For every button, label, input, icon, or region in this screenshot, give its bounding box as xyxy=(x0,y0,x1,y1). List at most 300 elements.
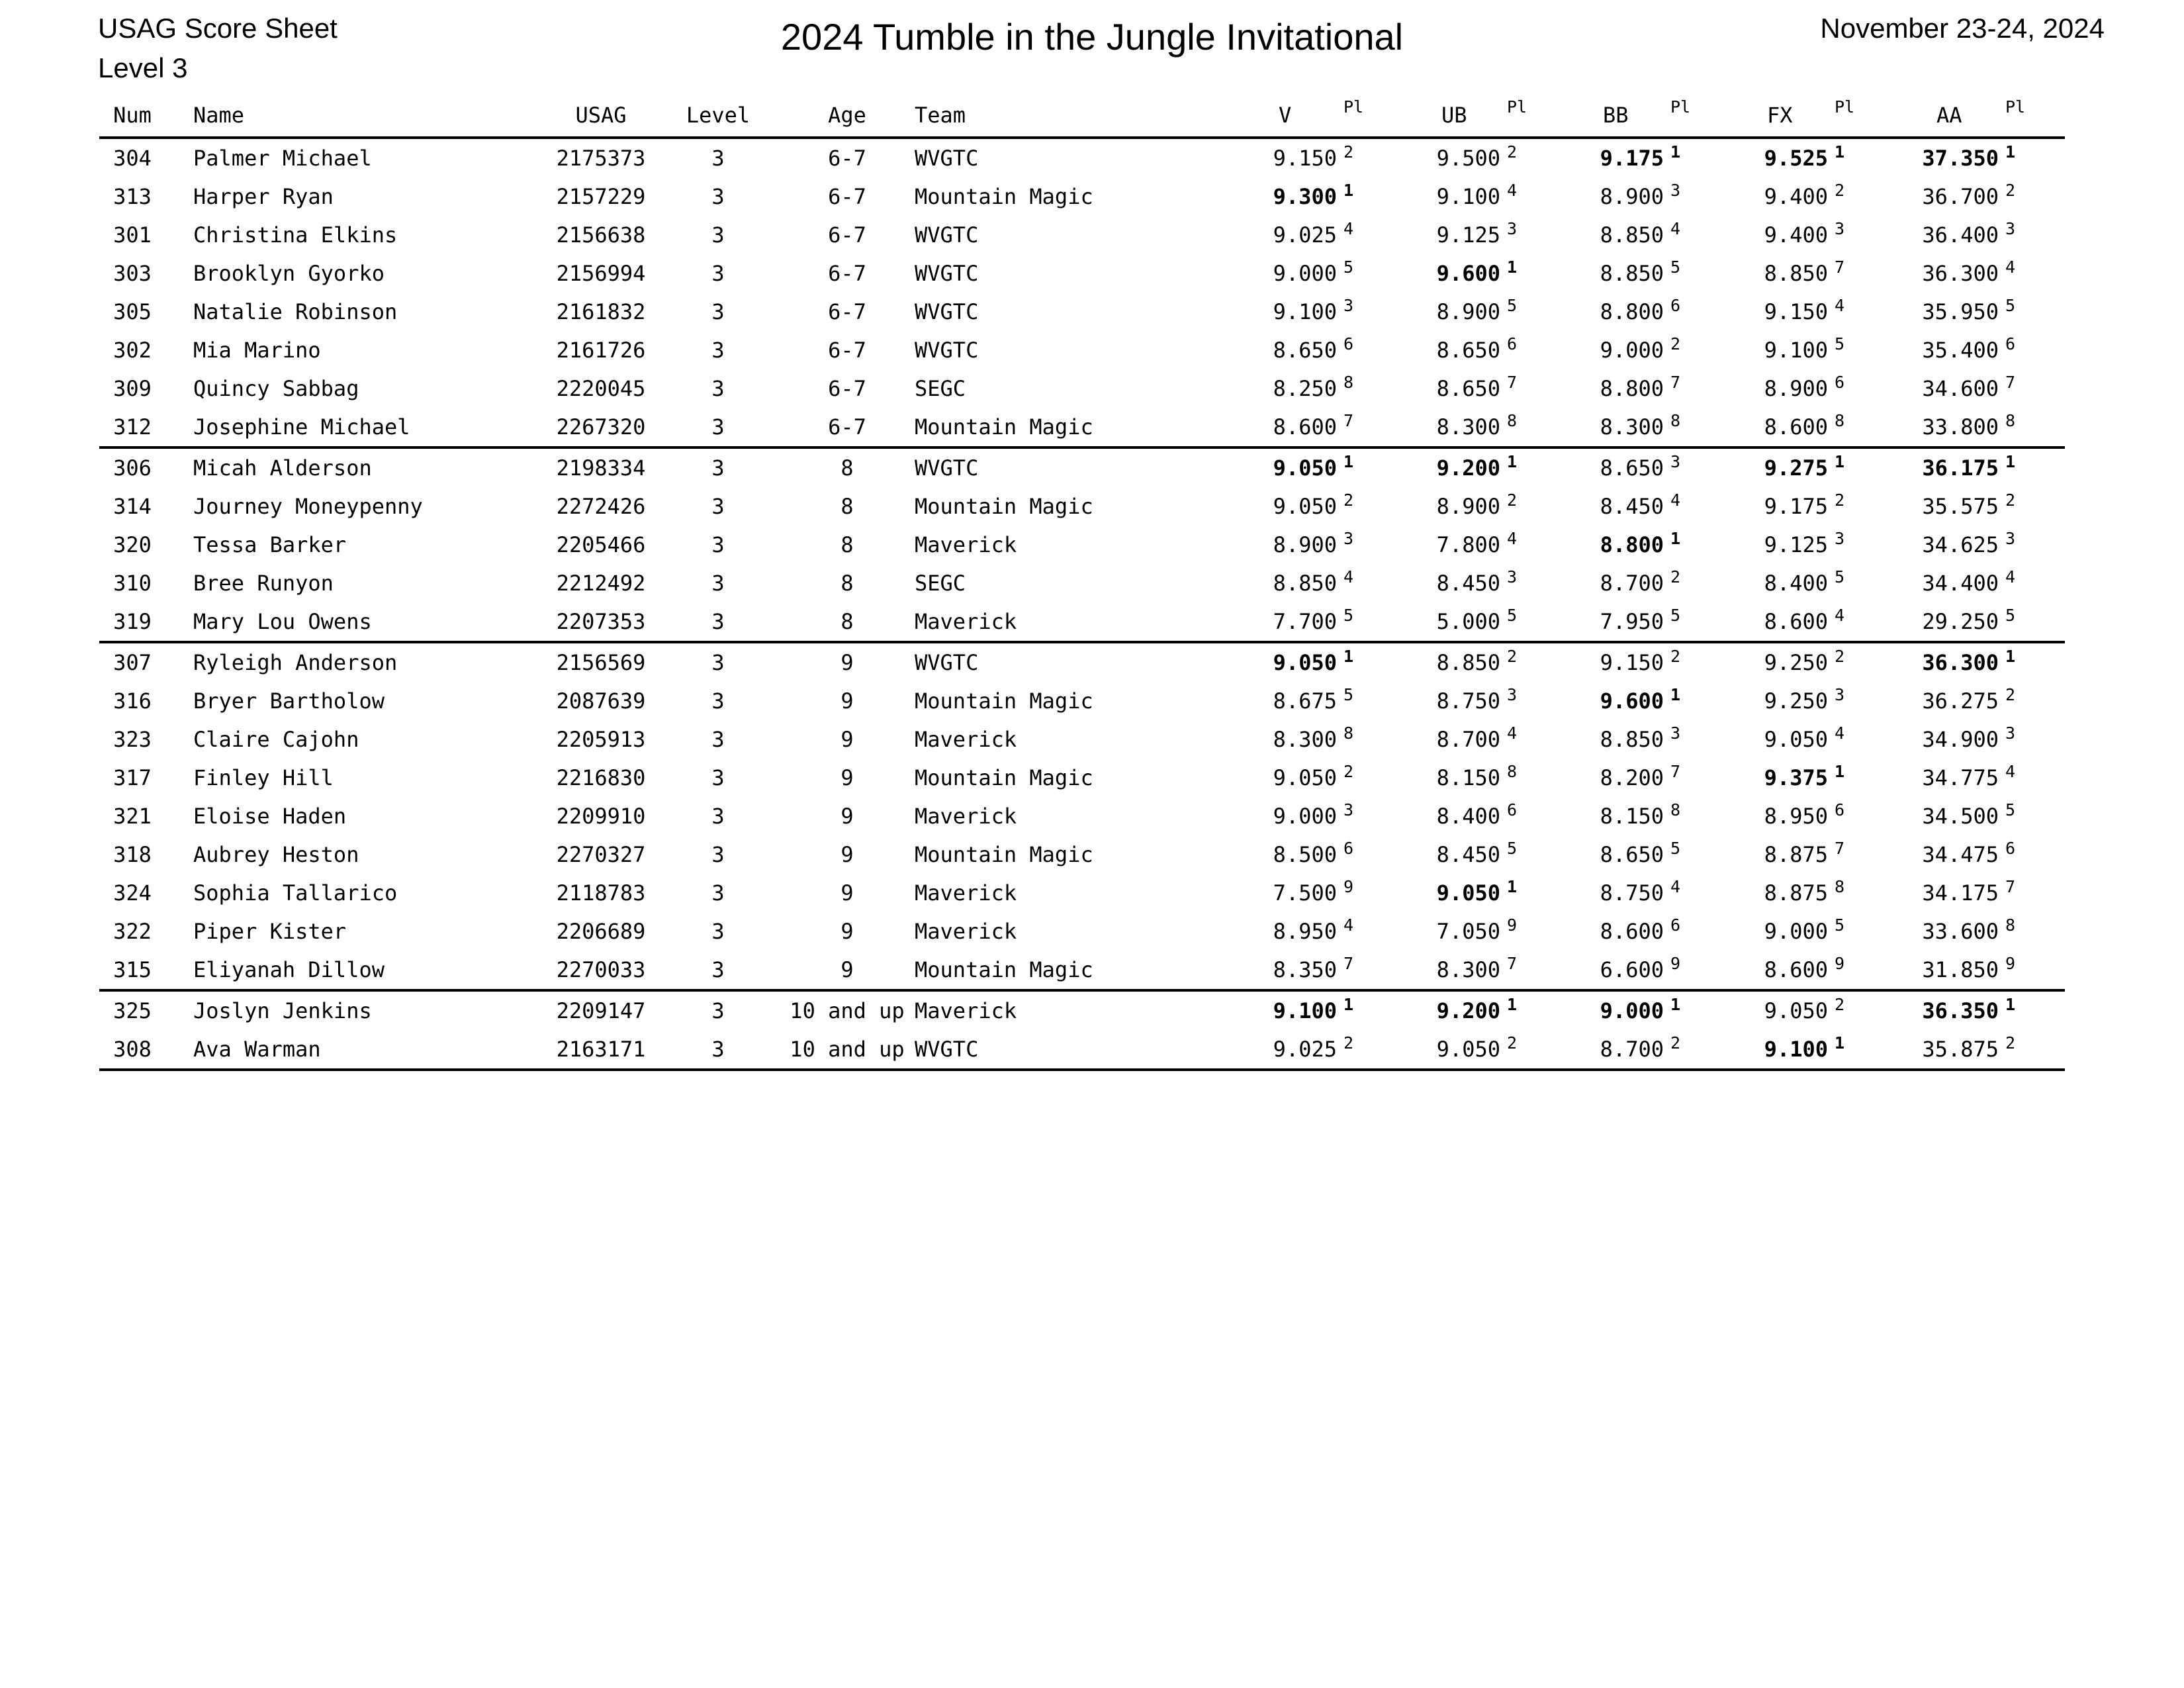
vault-score: 8.850 xyxy=(1273,571,1337,596)
usag-number: 2205913 xyxy=(556,727,646,752)
bars-score: 9.200 xyxy=(1436,455,1500,481)
allaround-score: 36.700 xyxy=(1922,184,1999,209)
vault-score: 9.100 xyxy=(1273,299,1337,324)
athlete-level: 3 xyxy=(711,146,725,171)
athlete-name: Eloise Haden xyxy=(193,804,347,829)
bars-score: 5.000 xyxy=(1436,609,1500,634)
floor-place: 3 xyxy=(1835,219,1845,238)
athlete-number: 308 xyxy=(113,1037,152,1062)
age-group: 9 xyxy=(841,880,854,906)
beam-score: 8.800 xyxy=(1600,376,1664,401)
vault-score: 8.675 xyxy=(1273,688,1337,714)
age-group: 6-7 xyxy=(828,376,866,401)
floor-score: 8.950 xyxy=(1764,804,1828,829)
athlete-number: 313 xyxy=(113,184,152,209)
table-row xyxy=(99,602,2065,643)
team-name: WVGTC xyxy=(915,650,979,675)
beam-place: 1 xyxy=(1670,529,1681,548)
floor-score: 8.600 xyxy=(1764,414,1828,440)
floor-place: 5 xyxy=(1835,567,1845,586)
athlete-level: 3 xyxy=(711,414,725,440)
floor-score: 9.100 xyxy=(1764,1037,1828,1062)
age-group: 9 xyxy=(841,727,854,752)
age-group: 10 and up xyxy=(790,998,905,1023)
bars-score: 8.650 xyxy=(1436,376,1500,401)
table-row xyxy=(99,254,2065,293)
usag-number: 2157229 xyxy=(556,184,646,209)
floor-score: 9.100 xyxy=(1764,338,1828,363)
allaround-place: 4 xyxy=(2005,258,2016,277)
bars-place: 5 xyxy=(1507,839,1518,858)
beam-score: 9.000 xyxy=(1600,338,1664,363)
vault-place: 3 xyxy=(1343,800,1354,820)
bars-score: 9.200 xyxy=(1436,998,1500,1023)
table-row xyxy=(99,216,2065,254)
table-row xyxy=(99,874,2065,912)
athlete-number: 305 xyxy=(113,299,152,324)
vault-place: 3 xyxy=(1343,296,1354,315)
athlete-number: 307 xyxy=(113,650,152,675)
athlete-name: Aubrey Heston xyxy=(193,842,359,867)
vault-score: 9.025 xyxy=(1273,222,1337,248)
team-name: Mountain Magic xyxy=(915,184,1093,209)
athlete-level: 3 xyxy=(711,494,725,519)
meet-date: November 23-24, 2024 xyxy=(1820,13,2105,44)
beam-place: 2 xyxy=(1670,647,1681,666)
vault-place: 4 xyxy=(1343,567,1354,586)
team-name: SEGC xyxy=(915,571,966,596)
beam-place: 4 xyxy=(1670,491,1681,510)
beam-score: 8.750 xyxy=(1600,880,1664,906)
athlete-level: 3 xyxy=(711,688,725,714)
vault-place: 8 xyxy=(1343,724,1354,743)
allaround-score: 33.800 xyxy=(1922,414,1999,440)
allaround-score: 36.350 xyxy=(1922,998,1999,1023)
bars-score: 8.900 xyxy=(1436,299,1500,324)
bars-place: 9 xyxy=(1507,915,1518,935)
allaround-score: 35.950 xyxy=(1922,299,1999,324)
age-group: 9 xyxy=(841,650,854,675)
beam-score: 8.650 xyxy=(1600,455,1664,481)
vault-place: 2 xyxy=(1343,491,1354,510)
team-name: Mountain Magic xyxy=(915,765,1093,790)
age-group: 6-7 xyxy=(828,261,866,286)
allaround-place: 2 xyxy=(2005,181,2016,200)
bars-score: 8.300 xyxy=(1436,414,1500,440)
team-name: Maverick xyxy=(915,880,1017,906)
allaround-score: 36.175 xyxy=(1922,455,1999,481)
beam-score: 9.175 xyxy=(1600,146,1664,171)
table-row xyxy=(99,487,2065,526)
allaround-score: 34.500 xyxy=(1922,804,1999,829)
allaround-score: 34.775 xyxy=(1922,765,1999,790)
beam-score: 9.000 xyxy=(1600,998,1664,1023)
usag-number: 2216830 xyxy=(556,765,646,790)
bars-place: 7 xyxy=(1507,373,1518,392)
athlete-name: Quincy Sabbag xyxy=(193,376,359,401)
athlete-number: 312 xyxy=(113,414,152,440)
bars-score: 8.900 xyxy=(1436,494,1500,519)
usag-number: 2209147 xyxy=(556,998,646,1023)
athlete-number: 310 xyxy=(113,571,152,596)
athlete-number: 301 xyxy=(113,222,152,248)
beam-place: 4 xyxy=(1670,877,1681,896)
age-group: 8 xyxy=(841,455,854,481)
allaround-place: 9 xyxy=(2005,954,2016,973)
beam-place: 6 xyxy=(1670,296,1681,315)
athlete-level: 3 xyxy=(711,880,725,906)
team-name: WVGTC xyxy=(915,261,979,286)
bars-place: 4 xyxy=(1507,724,1518,743)
vault-score: 9.150 xyxy=(1273,146,1337,171)
age-group: 6-7 xyxy=(828,414,866,440)
athlete-number: 315 xyxy=(113,957,152,982)
vault-score: 9.050 xyxy=(1273,650,1337,675)
bars-place: 3 xyxy=(1507,567,1518,586)
vault-score: 8.250 xyxy=(1273,376,1337,401)
age-group: 8 xyxy=(841,494,854,519)
vault-place: 5 xyxy=(1343,606,1354,625)
floor-place: 1 xyxy=(1835,452,1845,471)
bars-place: 1 xyxy=(1507,258,1518,277)
athlete-number: 303 xyxy=(113,261,152,286)
allaround-place: 7 xyxy=(2005,877,2016,896)
vault-place: 7 xyxy=(1343,954,1354,973)
athlete-name: Micah Alderson xyxy=(193,455,372,481)
floor-score: 9.400 xyxy=(1764,222,1828,248)
col-age-header: Age xyxy=(828,103,866,128)
floor-place: 7 xyxy=(1835,258,1845,277)
usag-number: 2156638 xyxy=(556,222,646,248)
usag-number: 2087639 xyxy=(556,688,646,714)
allaround-score: 34.625 xyxy=(1922,532,1999,557)
usag-number: 2270033 xyxy=(556,957,646,982)
allaround-score: 36.400 xyxy=(1922,222,1999,248)
vault-score: 7.500 xyxy=(1273,880,1337,906)
floor-place: 1 xyxy=(1835,762,1845,781)
beam-score: 7.950 xyxy=(1600,609,1664,634)
beam-place: 7 xyxy=(1670,762,1681,781)
floor-score: 9.175 xyxy=(1764,494,1828,519)
table-row xyxy=(99,992,2065,1030)
floor-place: 9 xyxy=(1835,954,1845,973)
table-row xyxy=(99,759,2065,797)
allaround-score: 35.875 xyxy=(1922,1037,1999,1062)
bars-score: 9.600 xyxy=(1436,261,1500,286)
bars-place: 7 xyxy=(1507,954,1518,973)
table-row xyxy=(99,449,2065,487)
floor-score: 8.600 xyxy=(1764,957,1828,982)
bars-place: 3 xyxy=(1507,685,1518,704)
team-name: Maverick xyxy=(915,998,1017,1023)
age-group: 9 xyxy=(841,804,854,829)
usag-number: 2272426 xyxy=(556,494,646,519)
usag-number: 2205466 xyxy=(556,532,646,557)
vault-score: 8.350 xyxy=(1273,957,1337,982)
athlete-name: Palmer Michael xyxy=(193,146,372,171)
bars-place: 5 xyxy=(1507,296,1518,315)
athlete-name: Finley Hill xyxy=(193,765,334,790)
vault-place: 1 xyxy=(1343,181,1354,200)
athlete-name: Mary Lou Owens xyxy=(193,609,372,634)
vault-place: 4 xyxy=(1343,219,1354,238)
floor-place: 8 xyxy=(1835,877,1845,896)
age-group: 6-7 xyxy=(828,299,866,324)
table-row xyxy=(99,293,2065,331)
athlete-number: 318 xyxy=(113,842,152,867)
athlete-name: Joslyn Jenkins xyxy=(193,998,372,1023)
beam-place: 5 xyxy=(1670,258,1681,277)
col-beam-place-header: Pl xyxy=(1670,97,1691,117)
athlete-name: Eliyanah Dillow xyxy=(193,957,385,982)
usag-number: 2156569 xyxy=(556,650,646,675)
floor-score: 9.375 xyxy=(1764,765,1828,790)
table-row xyxy=(99,797,2065,835)
floor-place: 1 xyxy=(1835,142,1845,162)
beam-score: 6.600 xyxy=(1600,957,1664,982)
bars-place: 1 xyxy=(1507,877,1518,896)
bars-place: 8 xyxy=(1507,411,1518,430)
team-name: Mountain Magic xyxy=(915,414,1093,440)
bars-place: 6 xyxy=(1507,800,1518,820)
team-name: Mountain Magic xyxy=(915,494,1093,519)
allaround-score: 31.850 xyxy=(1922,957,1999,982)
usag-number: 2163171 xyxy=(556,1037,646,1062)
team-name: Mountain Magic xyxy=(915,957,1093,982)
allaround-score: 34.400 xyxy=(1922,571,1999,596)
table-row xyxy=(99,177,2065,216)
athlete-number: 304 xyxy=(113,146,152,171)
bars-score: 8.400 xyxy=(1436,804,1500,829)
allaround-place: 2 xyxy=(2005,685,2016,704)
vault-place: 3 xyxy=(1343,529,1354,548)
bars-score: 9.050 xyxy=(1436,880,1500,906)
col-num-header: Num xyxy=(113,103,152,128)
floor-score: 8.600 xyxy=(1764,609,1828,634)
athlete-level: 3 xyxy=(711,222,725,248)
vault-score: 8.500 xyxy=(1273,842,1337,867)
floor-place: 2 xyxy=(1835,647,1845,666)
floor-score: 9.275 xyxy=(1764,455,1828,481)
usag-number: 2161832 xyxy=(556,299,646,324)
allaround-score: 37.350 xyxy=(1922,146,1999,171)
athlete-number: 319 xyxy=(113,609,152,634)
floor-score: 8.875 xyxy=(1764,842,1828,867)
athlete-level: 3 xyxy=(711,455,725,481)
floor-score: 8.850 xyxy=(1764,261,1828,286)
usag-number: 2220045 xyxy=(556,376,646,401)
age-group: 6-7 xyxy=(828,184,866,209)
floor-place: 4 xyxy=(1835,724,1845,743)
athlete-name: Ava Warman xyxy=(193,1037,321,1062)
athlete-level: 3 xyxy=(711,998,725,1023)
usag-number: 2212492 xyxy=(556,571,646,596)
table-row xyxy=(99,720,2065,759)
beam-place: 5 xyxy=(1670,839,1681,858)
athlete-name: Christina Elkins xyxy=(193,222,398,248)
athlete-level: 3 xyxy=(711,261,725,286)
beam-score: 8.900 xyxy=(1600,184,1664,209)
team-name: Mountain Magic xyxy=(915,842,1093,867)
bars-place: 1 xyxy=(1507,995,1518,1014)
vault-score: 9.100 xyxy=(1273,998,1337,1023)
athlete-level: 3 xyxy=(711,919,725,944)
age-group: 9 xyxy=(841,957,854,982)
bars-place: 6 xyxy=(1507,334,1518,353)
athlete-level: 3 xyxy=(711,338,725,363)
floor-score: 9.050 xyxy=(1764,998,1828,1023)
allaround-place: 2 xyxy=(2005,491,2016,510)
floor-place: 4 xyxy=(1835,296,1845,315)
athlete-number: 325 xyxy=(113,998,152,1023)
table-row xyxy=(99,331,2065,369)
floor-score: 8.400 xyxy=(1764,571,1828,596)
usag-number: 2118783 xyxy=(556,880,646,906)
allaround-score: 33.600 xyxy=(1922,919,1999,944)
floor-place: 6 xyxy=(1835,373,1845,392)
team-name: WVGTC xyxy=(915,222,979,248)
athlete-name: Harper Ryan xyxy=(193,184,334,209)
beam-place: 6 xyxy=(1670,915,1681,935)
beam-score: 8.700 xyxy=(1600,571,1664,596)
allaround-place: 4 xyxy=(2005,567,2016,586)
floor-score: 9.050 xyxy=(1764,727,1828,752)
beam-place: 9 xyxy=(1670,954,1681,973)
usag-number: 2156994 xyxy=(556,261,646,286)
floor-score: 9.400 xyxy=(1764,184,1828,209)
floor-score: 9.525 xyxy=(1764,146,1828,171)
beam-place: 2 xyxy=(1670,1033,1681,1053)
bars-place: 3 xyxy=(1507,219,1518,238)
beam-place: 3 xyxy=(1670,452,1681,471)
bars-score: 8.750 xyxy=(1436,688,1500,714)
floor-score: 8.900 xyxy=(1764,376,1828,401)
age-group: 9 xyxy=(841,765,854,790)
floor-place: 3 xyxy=(1835,685,1845,704)
floor-place: 6 xyxy=(1835,800,1845,820)
floor-place: 5 xyxy=(1835,915,1845,935)
sheet-type-label: USAG Score Sheet xyxy=(98,13,338,44)
allaround-place: 8 xyxy=(2005,915,2016,935)
age-group: 6-7 xyxy=(828,222,866,248)
team-name: WVGTC xyxy=(915,338,979,363)
vault-score: 9.300 xyxy=(1273,184,1337,209)
floor-score: 9.125 xyxy=(1764,532,1828,557)
athlete-level: 3 xyxy=(711,532,725,557)
vault-place: 5 xyxy=(1343,685,1354,704)
athlete-number: 317 xyxy=(113,765,152,790)
athlete-level: 3 xyxy=(711,184,725,209)
col-floor-place-header: Pl xyxy=(1835,97,1855,117)
vault-score: 9.050 xyxy=(1273,455,1337,481)
bars-score: 7.800 xyxy=(1436,532,1500,557)
athlete-number: 316 xyxy=(113,688,152,714)
floor-place: 2 xyxy=(1835,995,1845,1014)
team-name: WVGTC xyxy=(915,146,979,171)
athlete-number: 302 xyxy=(113,338,152,363)
table-row xyxy=(99,408,2065,449)
vault-score: 8.900 xyxy=(1273,532,1337,557)
usag-number: 2207353 xyxy=(556,609,646,634)
beam-place: 1 xyxy=(1670,142,1681,162)
vault-score: 8.950 xyxy=(1273,919,1337,944)
vault-score: 8.600 xyxy=(1273,414,1337,440)
vault-place: 8 xyxy=(1343,373,1354,392)
allaround-place: 5 xyxy=(2005,606,2016,625)
vault-score: 7.700 xyxy=(1273,609,1337,634)
col-name-header: Name xyxy=(193,103,245,128)
floor-place: 7 xyxy=(1835,839,1845,858)
beam-place: 3 xyxy=(1670,181,1681,200)
athlete-name: Bree Runyon xyxy=(193,571,334,596)
usag-number: 2161726 xyxy=(556,338,646,363)
vault-score: 9.050 xyxy=(1273,765,1337,790)
allaround-place: 8 xyxy=(2005,411,2016,430)
bars-place: 8 xyxy=(1507,762,1518,781)
athlete-level: 3 xyxy=(711,650,725,675)
bars-score: 9.100 xyxy=(1436,184,1500,209)
athlete-name: Ryleigh Anderson xyxy=(193,650,398,675)
team-name: WVGTC xyxy=(915,299,979,324)
athlete-number: 321 xyxy=(113,804,152,829)
allaround-place: 1 xyxy=(2005,142,2016,162)
table-row xyxy=(99,526,2065,564)
floor-score: 8.875 xyxy=(1764,880,1828,906)
beam-score: 8.450 xyxy=(1600,494,1664,519)
col-usag-header: USAG xyxy=(575,103,627,128)
age-group: 8 xyxy=(841,532,854,557)
athlete-number: 306 xyxy=(113,455,152,481)
athlete-name: Piper Kister xyxy=(193,919,347,944)
vault-score: 9.025 xyxy=(1273,1037,1337,1062)
allaround-score: 34.900 xyxy=(1922,727,1999,752)
column-header-row xyxy=(99,94,2065,139)
vault-place: 9 xyxy=(1343,877,1354,896)
athlete-number: 320 xyxy=(113,532,152,557)
age-group: 9 xyxy=(841,842,854,867)
athlete-level: 3 xyxy=(711,376,725,401)
athlete-number: 309 xyxy=(113,376,152,401)
col-floor-header: FX xyxy=(1767,103,1793,128)
team-name: Maverick xyxy=(915,609,1017,634)
vault-place: 1 xyxy=(1343,995,1354,1014)
floor-score: 9.250 xyxy=(1764,688,1828,714)
usag-number: 2206689 xyxy=(556,919,646,944)
team-name: Mountain Magic xyxy=(915,688,1093,714)
usag-number: 2198334 xyxy=(556,455,646,481)
athlete-name: Natalie Robinson xyxy=(193,299,398,324)
vault-place: 7 xyxy=(1343,411,1354,430)
col-vault-place-header: Pl xyxy=(1343,97,1364,117)
vault-place: 6 xyxy=(1343,334,1354,353)
athlete-name: Mia Marino xyxy=(193,338,321,363)
beam-place: 1 xyxy=(1670,685,1681,704)
age-group: 10 and up xyxy=(790,1037,905,1062)
usag-number: 2175373 xyxy=(556,146,646,171)
bars-place: 4 xyxy=(1507,181,1518,200)
allaround-place: 2 xyxy=(2005,1033,2016,1053)
team-name: SEGC xyxy=(915,376,966,401)
beam-place: 3 xyxy=(1670,724,1681,743)
athlete-level: 3 xyxy=(711,609,725,634)
beam-score: 8.850 xyxy=(1600,261,1664,286)
vault-place: 1 xyxy=(1343,647,1354,666)
vault-place: 2 xyxy=(1343,762,1354,781)
table-row xyxy=(99,951,2065,992)
table-row xyxy=(99,643,2065,682)
col-bars-header: UB xyxy=(1441,103,1467,128)
bars-score: 9.050 xyxy=(1436,1037,1500,1062)
